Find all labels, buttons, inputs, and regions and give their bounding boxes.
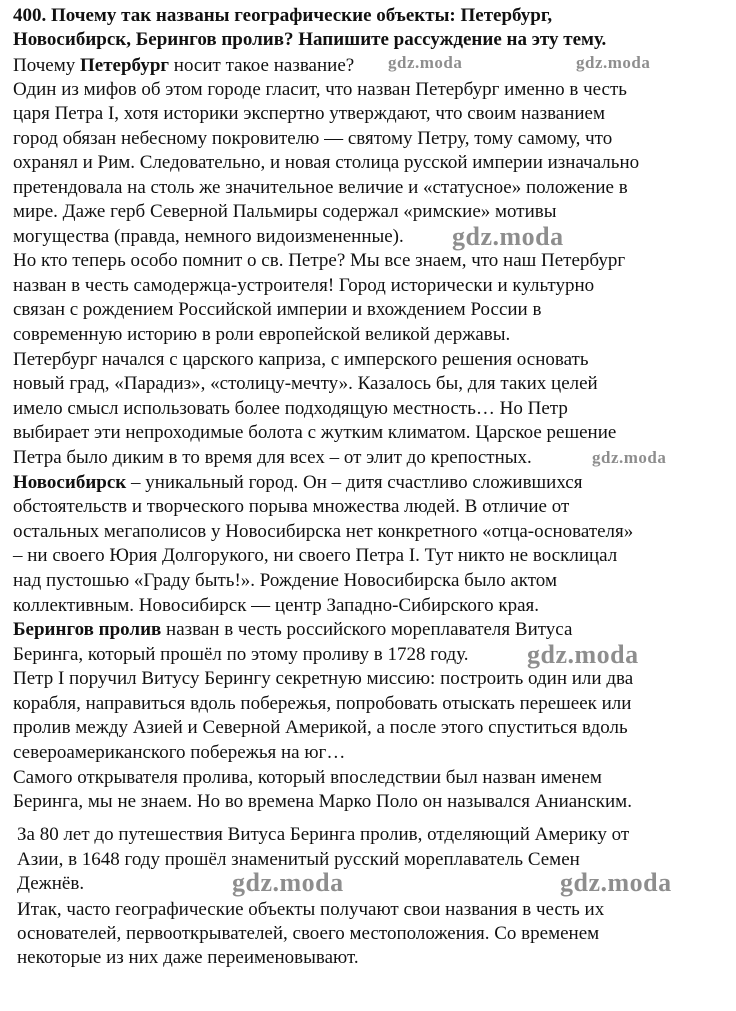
text-line: выбирает эти непроходимые болота с жутким климатом. Царское решение: [13, 422, 617, 443]
text-line: связан с рождением Российской империи и вхождением России в: [13, 299, 542, 320]
bering-intro-rest: назван в честь российского мореплавателя Витуса: [161, 619, 573, 640]
text-line: остальных мегаполисов у Новосибирска нет конкретного «отца-основателя»: [13, 521, 634, 542]
petersburg-name: Петербург: [80, 55, 170, 76]
text-line: современную историю в роли европейской великой державы.: [13, 324, 511, 345]
watermark: gdz.moda: [232, 868, 344, 897]
watermark: gdz.moda: [592, 448, 667, 467]
text-line: назван в честь самодержца-устроителя! Город исторически и культурно: [13, 275, 595, 296]
text-line: Но кто теперь особо помнит о св. Петре? Мы все знаем, что наш Петербург: [13, 250, 626, 271]
text-line: Дежнёв.: [17, 873, 85, 894]
text-line: Беринга, мы не знаем. Но во времена Марко Поло он назывался Анианским.: [13, 791, 632, 812]
bering-name: Берингов пролив: [13, 619, 162, 640]
text-line: имело смысл использовать более подходящую местность… Но Петр: [13, 398, 568, 419]
intro-prefix: Почему: [13, 55, 80, 76]
text-line: Один из мифов об этом городе гласит, что назван Петербург именно в честь: [13, 79, 627, 100]
text-line: Самого открывателя пролива, который впоследствии был назван именем: [13, 767, 602, 788]
watermark: gdz.moda: [527, 640, 639, 669]
text-line: Петербург начался с царского каприза, с имперского решения основать: [13, 349, 589, 370]
text-line: Итак, часто географические объекты получают свои названия в честь их: [17, 899, 605, 920]
text-line: новый град, «Парадиз», «столицу-мечту». Казалось бы, для таких целей: [13, 373, 598, 394]
text-line: над пустошью «Граду быть!». Рождение Новосибирска было актом: [13, 570, 557, 591]
novosibirsk-intro: [13, 471, 582, 495]
text-line: мире. Даже герб Северной Пальмиры содержал «римские» мотивы: [13, 201, 557, 222]
text-line: основателей, первооткрывателей, своего местоположения. Со временем: [17, 923, 600, 944]
task-title-line-2: Новосибирск, Берингов пролив? Напишите рассуждение на эту тему.: [13, 29, 607, 50]
text-line: претендовала на столь же значительное величие и «статусное» положение в: [13, 177, 628, 198]
intro-suffix: носит такое название?: [169, 55, 355, 76]
watermark: gdz.moda: [576, 53, 651, 72]
text-line: – ни своего Юрия Долгорукого, ни своего Петра I. Тут никто не восклицал: [13, 545, 618, 566]
text-line: обстоятельств и творческого порыва множества людей. В отличие от: [13, 496, 570, 517]
text-line: Петра было диким в то время для всех – от элит до крепостных.: [13, 447, 532, 468]
text-line: североамериканского побережья на юг…: [13, 742, 346, 763]
text-line: некоторые из них даже переименовывают.: [17, 947, 359, 968]
text-line: коллективным. Новосибирск — центр Западно-Сибирского края.: [13, 595, 540, 616]
watermark: gdz.moda: [388, 53, 463, 72]
watermark: gdz.moda: [452, 222, 564, 251]
novosibirsk-name: Новосибирск: [13, 472, 127, 493]
text-line: Азии, в 1648 году прошёл знаменитый русский мореплаватель Семен: [17, 849, 580, 870]
text-line: охранял и Рим. Следовательно, и новая столица русской империи изначально: [13, 152, 640, 173]
text-line: город обязан небесному покровителю — святому Петру, тому самому, что: [13, 128, 613, 149]
watermark: gdz.moda: [560, 868, 672, 897]
text-line: пролив между Азией и Северной Америкой, а после этого спуститься вдоль: [13, 717, 628, 738]
text-line: Петр I поручил Витусу Берингу секретную миссию: построить один или два: [13, 668, 634, 689]
novosibirsk-intro-rest: – уникальный город. Он – дитя счастливо сложившихся: [126, 472, 583, 493]
task-title-line-1: 400. Почему так названы географические объекты: Петербург,: [13, 5, 553, 26]
bering-intro: [13, 618, 572, 642]
text-line: корабля, направиться вдоль побережья, попробовать отыскать перешеек или: [13, 693, 632, 714]
text-line: За 80 лет до путешествия Витуса Беринга пролив, отделяющий Америку от: [17, 824, 630, 845]
petersburg-intro: [13, 54, 354, 78]
text-line: могущества (правда, немного видоизмененные).: [13, 226, 404, 247]
text-line: Беринга, который прошёл по этому проливу в 1728 году.: [13, 644, 469, 665]
text-line: царя Петра I, хотя историки экспертно утверждают, что своим названием: [13, 103, 606, 124]
